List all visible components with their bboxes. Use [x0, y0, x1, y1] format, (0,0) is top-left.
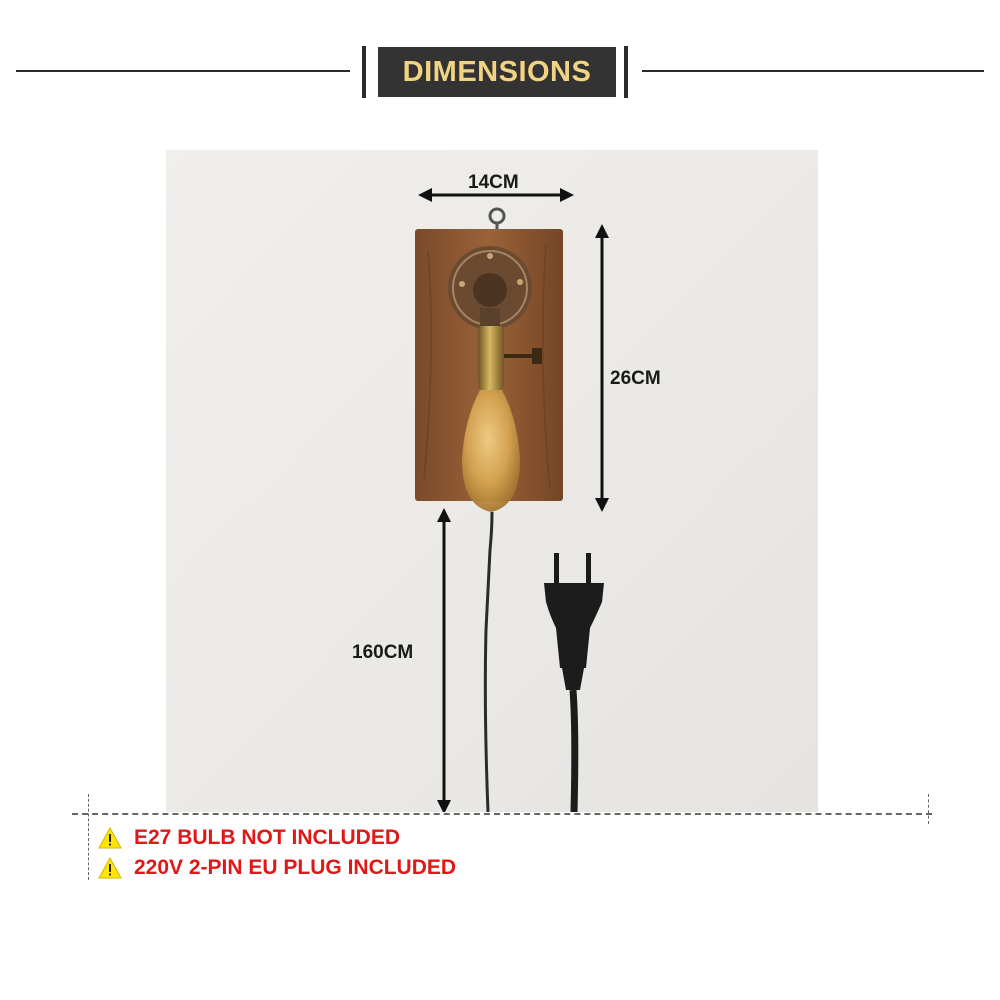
metal-flange	[448, 246, 532, 330]
dashed-separator	[72, 813, 932, 815]
lamp-socket	[478, 326, 504, 390]
warning-icon	[98, 827, 122, 849]
width-label: 14CM	[468, 172, 519, 193]
header-rule-left	[16, 70, 350, 72]
note-bulb	[98, 826, 400, 850]
header-bracket-left	[362, 46, 366, 98]
dashed-bracket-left	[88, 794, 89, 880]
height-label: 26CM	[610, 368, 661, 389]
note-plug	[98, 856, 456, 880]
header-bracket-right	[624, 46, 628, 98]
note-bulb-text: E27 BULB NOT INCLUDED	[134, 826, 401, 849]
cable-length-label: 160CM	[352, 642, 414, 663]
dashed-bracket-right	[928, 794, 929, 824]
header-rule-right	[642, 70, 984, 72]
page-title: DIMENSIONS	[378, 47, 616, 97]
warning-icon	[98, 857, 122, 879]
product-photo	[166, 150, 818, 812]
note-plug-text: 220V 2-PIN EU PLUG INCLUDED	[134, 856, 457, 879]
